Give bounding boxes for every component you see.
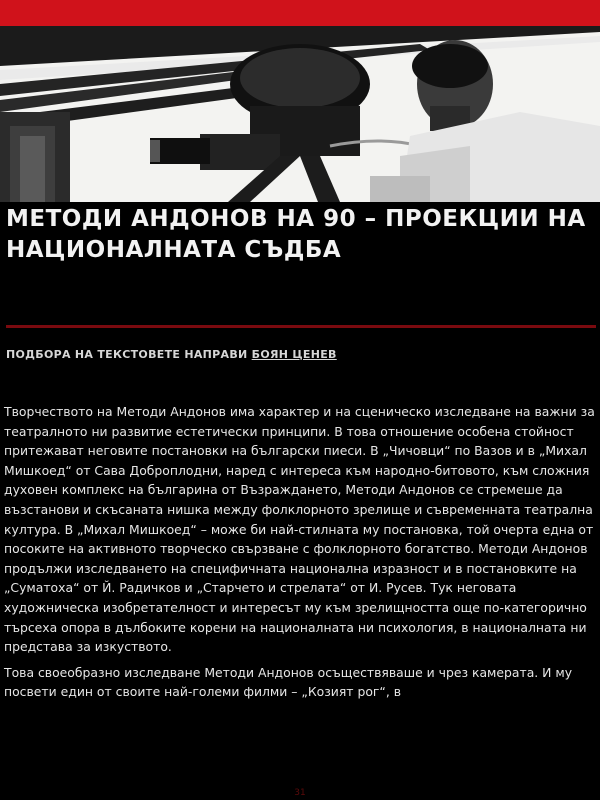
article-title: МЕТОДИ АНДОНОВ НА 90 – ПРОЕКЦИИ НА НАЦИОНАЛНАТА СЪДБА xyxy=(6,206,586,263)
header-photo xyxy=(0,26,600,202)
title-divider xyxy=(6,325,596,328)
paragraph: Творчеството на Методи Андонов има характер и на сценическо изследване на важни за театралното ни развитие естетически принципи. В това отношение особена стойност притежават неговите постановки на български пиеси. В „Чичовци“ по Вазов и в „Михал Мишкоед“ от Сава Доброплодни, наред с интереса към народно-битовото, към сложния духовен комплекс на българина от Възраждането, Методи Андонов се стремеше да възстанови и скъсаната нишка между фолклорното зрелище и съвременната театрална култура. В „Михал Мишкоед“ – може би най-стилната му постановка, той очерта една от посоките на активното творческо свързване с фолклорното богатство. Методи Андонов продължи изследването на специфичната национална изразност и в постановките на „Суматоха“ от Й. Радичков и „Старчето и стрелата“ от И. Русев. Тук неговата художническа изобретателност и интересът му към зрелищността още по-категорично търсеха опора в дълбоките корени на националната ни психология, в националната ни представа за изкуството. xyxy=(4,404,595,655)
byline-prefix: ПОДБОРА НА ТЕКСТОВЕТЕ НАПРАВИ xyxy=(6,348,248,361)
byline xyxy=(6,348,596,361)
byline-author-link[interactable]: БОЯН ЦЕНЕВ xyxy=(251,348,337,361)
paragraph: Това своеобразно изследване Методи Андонов осъществяваше и чрез камерата. И му посвети един от своите най-големи филми – „Козият рог“, в xyxy=(4,664,573,700)
article-body xyxy=(4,402,596,708)
top-red-bar xyxy=(0,0,600,26)
page-number: 31 xyxy=(294,788,306,798)
